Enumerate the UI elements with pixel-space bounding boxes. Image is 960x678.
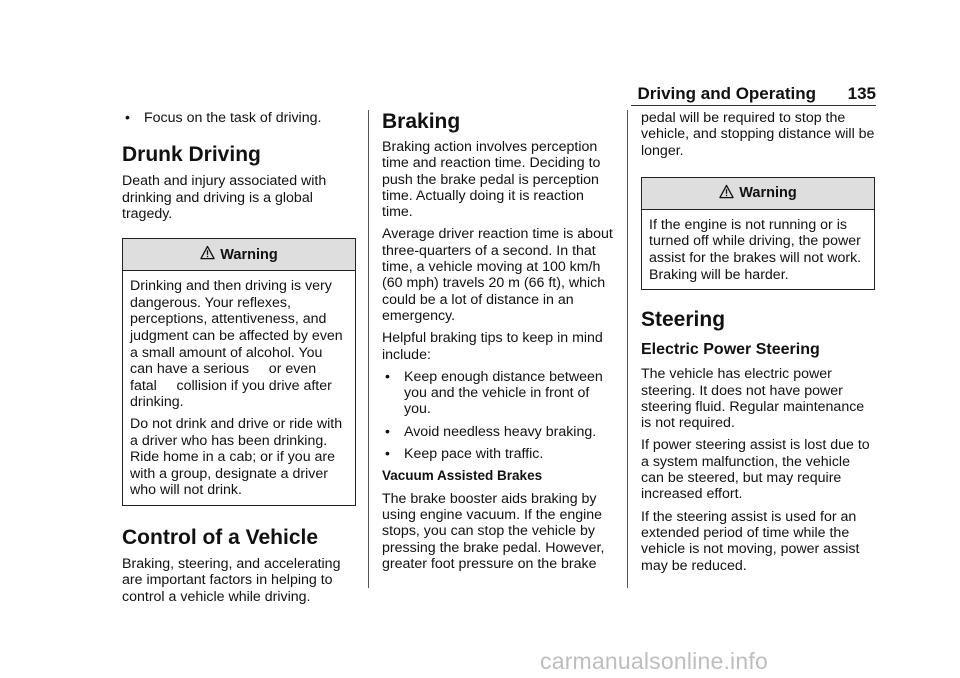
- eps-heading: Electric Power Steering: [641, 341, 820, 359]
- column-1: [122, 110, 356, 611]
- header-rule: [631, 105, 876, 106]
- warning-title: Warning: [220, 246, 278, 263]
- warning-header: [642, 178, 874, 210]
- drunk-driving-paragraph: Death and injury associated with drinking and driving is a global tragedy.: [122, 173, 327, 222]
- vacuum-heading: Vacuum Assisted Brakes: [382, 468, 543, 484]
- braking-heading: Braking: [382, 110, 461, 133]
- braking-paragraph-1: Braking action involves perception time and reaction time. Deciding to push the brake pedal is perception time. Actually doing it is reaction time.: [382, 139, 601, 221]
- bullet-dot-icon: •: [385, 446, 390, 463]
- control-heading: Control of a Vehicle: [122, 525, 319, 549]
- bullet-dot-icon: •: [385, 423, 390, 440]
- warning-header: [123, 239, 355, 271]
- braking-warning-box: [641, 177, 875, 290]
- column-divider-right: [627, 110, 628, 588]
- warning-paragraph-2: Do not drink and drive or ride with a driver who has been drinking. Ride home in a cab; or if you are with a group, designate a driver who will not drink.: [130, 415, 343, 499]
- warning-triangle-icon: [719, 184, 734, 203]
- eps-paragraph-3: If the steering assist is used for an extended period of time while the vehicle is not moving, power assist may be reduced.: [641, 508, 860, 574]
- warning-body: [123, 271, 355, 505]
- list-item: • Avoid needless heavy braking.: [385, 423, 597, 440]
- drunk-driving-warning-box: [122, 238, 356, 506]
- continued-paragraph: pedal will be required to stop the vehicle, and stopping distance will be longer.: [641, 110, 875, 159]
- warning-body: [642, 210, 874, 289]
- bullet-dot-icon: •: [385, 368, 390, 385]
- control-paragraph: Braking, steering, and accelerating are important factors in helping to control a vehicle while driving.: [122, 555, 341, 605]
- section-title: Driving and Operating: [637, 84, 816, 103]
- column-3: [641, 110, 875, 580]
- page-number: 135: [847, 84, 876, 103]
- list-item: • Focus on the task of driving.: [125, 110, 322, 126]
- warning-title: Warning: [739, 185, 797, 202]
- braking-paragraph-3: Helpful braking tips to keep in mind include:: [382, 330, 603, 363]
- warning-triangle-icon: [200, 245, 215, 264]
- column-2: [382, 110, 616, 578]
- eps-paragraph-2: If power steering assist is lost due to a system malfunction, the vehicle can be steered, but may require increased effort.: [641, 437, 870, 503]
- running-header: [630, 84, 876, 106]
- braking-paragraph-2: Average driver reaction time is about three-quarters of a second. In that time, a vehicle moving at 100 km/h (60 mph) travels 20 m (66 ft), which could be a lot of distance in an emergency.: [382, 226, 613, 324]
- list-item: • Keep enough distance between you and the vehicle in front of you.: [385, 368, 603, 418]
- list-item: • Keep pace with traffic.: [385, 446, 544, 463]
- warning-paragraph-1: Drinking and then driving is very dangerous. Your reflexes, perceptions, attentiveness, and judgment can be affected by even a small amount of alcohol. You can have a serious or even fatal collision if you drive after drinking.: [130, 278, 343, 411]
- steering-heading: Steering: [641, 308, 726, 332]
- watermark: carmanualsonline.info: [540, 648, 768, 674]
- eps-paragraph-1: The vehicle has electric power steering. It does not have power steering fluid. Regular maintenance is not required.: [641, 366, 865, 432]
- vacuum-paragraph: The brake booster aids braking by using engine vacuum. If the engine stops, you can stop the vehicle by pressing the brake pedal. However, greater foot pressure on the brake: [382, 490, 605, 572]
- column-divider-left: [368, 110, 369, 588]
- drunk-driving-heading: Drunk Driving: [122, 143, 261, 167]
- warning-text: If the engine is not running or is turned off while driving, the power assist for the brakes will not work. Braking will be harder.: [649, 216, 862, 283]
- bullet-dot-icon: •: [125, 110, 130, 126]
